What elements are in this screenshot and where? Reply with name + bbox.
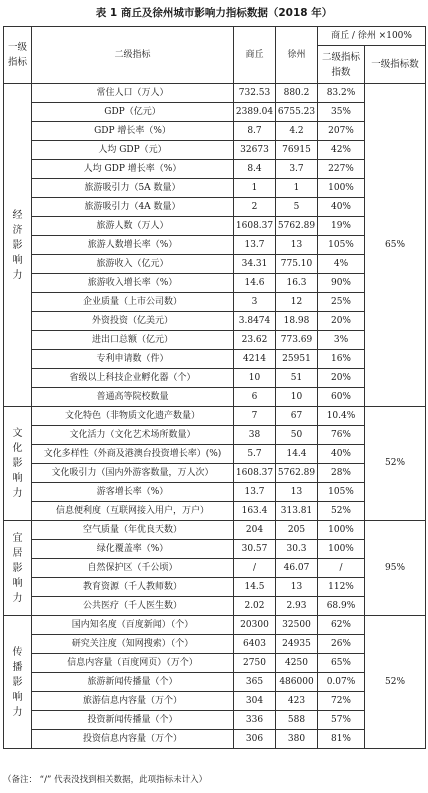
city-b-value: 24935 — [276, 635, 318, 654]
table-row — [4, 217, 426, 236]
city-b-value: 13 — [276, 483, 318, 502]
category-name: 经济影响力 — [4, 84, 32, 407]
ratio-value: 26% — [318, 635, 365, 654]
city-b-value: 76915 — [276, 141, 318, 160]
table-row — [4, 540, 426, 559]
table-row — [4, 331, 426, 350]
ratio-value: 3% — [318, 331, 365, 350]
indicator-cell: 文化特色（非物质文化遗产数量） — [32, 407, 234, 426]
city-a-value: 30.57 — [234, 540, 276, 559]
city-a-value: 3.8474 — [234, 312, 276, 331]
ratio-value: 16% — [318, 350, 365, 369]
city-b-value: 13 — [276, 578, 318, 597]
header-level1-index: 一级指标数 — [365, 46, 426, 84]
city-b-value: 14.4 — [276, 445, 318, 464]
table-caption: 表 1 商丘及徐州城市影响力指标数据（2018 年） — [95, 7, 333, 19]
ratio-value: 105% — [318, 483, 365, 502]
city-a-value: 204 — [234, 521, 276, 540]
city-a-value: 336 — [234, 711, 276, 730]
ratio-value: 105% — [318, 236, 365, 255]
city-b-value: 5 — [276, 198, 318, 217]
category-name: 文化影响力 — [4, 407, 32, 521]
indicator-cell: 人均 GDP（元） — [32, 141, 234, 160]
city-b-value: 423 — [276, 692, 318, 711]
table-row — [4, 84, 426, 103]
ratio-value: 57% — [318, 711, 365, 730]
indicator-cell: 旅游吸引力（5A 数量） — [32, 179, 234, 198]
city-a-value: 5.7 — [234, 445, 276, 464]
table-row — [4, 578, 426, 597]
ratio-value: 19% — [318, 217, 365, 236]
header-city-b: 徐州 — [276, 27, 318, 84]
table-row — [4, 160, 426, 179]
table-row — [4, 711, 426, 730]
city-a-value: 6 — [234, 388, 276, 407]
ratio-value: 90% — [318, 274, 365, 293]
city-b-value: 67 — [276, 407, 318, 426]
indicator-cell: GDP 增长率（%） — [32, 122, 234, 141]
table-row — [4, 179, 426, 198]
table-row — [4, 654, 426, 673]
city-a-value: 304 — [234, 692, 276, 711]
ratio-value: 40% — [318, 198, 365, 217]
table-row — [4, 103, 426, 122]
ratio-value: 72% — [318, 692, 365, 711]
city-b-value: 32500 — [276, 616, 318, 635]
table-row — [4, 122, 426, 141]
indicator-cell: 外资投资（亿美元） — [32, 312, 234, 331]
ratio-value: 0.07% — [318, 673, 365, 692]
city-b-value: 588 — [276, 711, 318, 730]
city-b-value: 4250 — [276, 654, 318, 673]
city-a-value: 14.6 — [234, 274, 276, 293]
table-row — [4, 502, 426, 521]
table-row — [4, 730, 426, 749]
indicator-cell: 游客增长率（%） — [32, 483, 234, 502]
city-b-value: 18.98 — [276, 312, 318, 331]
ratio-value: 10.4% — [318, 407, 365, 426]
table-row — [4, 635, 426, 654]
header-level1: 一级指标 — [4, 27, 32, 84]
city-a-value: 13.7 — [234, 236, 276, 255]
ratio-value: 60% — [318, 388, 365, 407]
city-a-value: 2.02 — [234, 597, 276, 616]
header-level2-index: 二级指标指数 — [318, 46, 365, 84]
ratio-value: 62% — [318, 616, 365, 635]
category-name: 传播影响力 — [4, 616, 32, 749]
table-row — [4, 521, 426, 540]
indicator-cell: 信息便利度（互联网接入用户，万户） — [32, 502, 234, 521]
indicator-cell: 研究关注度（知网搜索）（个） — [32, 635, 234, 654]
ratio-value: 100% — [318, 521, 365, 540]
category-index: 52% — [365, 616, 426, 749]
city-b-value: 50 — [276, 426, 318, 445]
indicator-cell: 空气质量（年优良天数） — [32, 521, 234, 540]
indicator-cell: 专利申请数（件） — [32, 350, 234, 369]
indicator-cell: 企业质量（上市公司数） — [32, 293, 234, 312]
table-row — [4, 141, 426, 160]
table-row — [4, 464, 426, 483]
city-a-value: 20300 — [234, 616, 276, 635]
indicator-cell: 文化多样性（外商及港澳台投资增长率）(%) — [32, 445, 234, 464]
city-a-value: 1608.37 — [234, 464, 276, 483]
ratio-value: 81% — [318, 730, 365, 749]
city-b-value: 313.81 — [276, 502, 318, 521]
indicator-cell: GDP（亿元） — [32, 103, 234, 122]
city-a-value: 13.7 — [234, 483, 276, 502]
city-a-value: 34.31 — [234, 255, 276, 274]
header-ratio-group: 商丘 / 徐州 ×100% — [318, 27, 426, 46]
city-b-value: 13 — [276, 236, 318, 255]
city-a-value: 14.5 — [234, 578, 276, 597]
ratio-value: 20% — [318, 312, 365, 331]
indicator-cell: 旅游收入（亿元） — [32, 255, 234, 274]
indicator-cell: 教育资源（千人教师数） — [32, 578, 234, 597]
city-a-value: 2 — [234, 198, 276, 217]
table-row — [4, 559, 426, 578]
category-index: 95% — [365, 521, 426, 616]
indicator-cell: 文化活力（文化艺术场所数量） — [32, 426, 234, 445]
city-a-value: 7 — [234, 407, 276, 426]
city-b-value: 10 — [276, 388, 318, 407]
city-a-value: 3 — [234, 293, 276, 312]
city-a-value: 732.53 — [234, 84, 276, 103]
indicator-cell: 旅游收入增长率（%） — [32, 274, 234, 293]
city-b-value: 3.7 — [276, 160, 318, 179]
table-row — [4, 388, 426, 407]
ratio-value: 227% — [318, 160, 365, 179]
ratio-value: 20% — [318, 369, 365, 388]
ratio-value: 42% — [318, 141, 365, 160]
city-a-value: 8.7 — [234, 122, 276, 141]
indicator-cell: 国内知名度（百度新闻）（个） — [32, 616, 234, 635]
city-b-value: 4.2 — [276, 122, 318, 141]
ratio-value: 100% — [318, 179, 365, 198]
ratio-value: 100% — [318, 540, 365, 559]
table-note: （备注： “/” 代表没找到相关数据，此项指标未计入） — [3, 775, 208, 785]
city-a-value: 32673 — [234, 141, 276, 160]
city-a-value: 2750 — [234, 654, 276, 673]
indicator-cell: 旅游信息内容量（万个） — [32, 692, 234, 711]
indicator-cell: 常住人口（万人） — [32, 84, 234, 103]
category-index: 52% — [365, 407, 426, 521]
table-body — [4, 84, 426, 749]
city-a-value: 1 — [234, 179, 276, 198]
indicator-cell: 普通高等院校数量 — [32, 388, 234, 407]
indicator-cell: 自然保护区（千公顷） — [32, 559, 234, 578]
ratio-value: 76% — [318, 426, 365, 445]
city-a-value: 365 — [234, 673, 276, 692]
table-row — [4, 369, 426, 388]
city-a-value: 6403 — [234, 635, 276, 654]
indicator-cell: 旅游人数增长率（%） — [32, 236, 234, 255]
category-index: 65% — [365, 84, 426, 407]
ratio-value: 207% — [318, 122, 365, 141]
table-row — [4, 483, 426, 502]
ratio-value: 35% — [318, 103, 365, 122]
indicator-cell: 投资信息内容量（万个） — [32, 730, 234, 749]
city-b-value: 486000 — [276, 673, 318, 692]
table-row — [4, 426, 426, 445]
city-b-value: 12 — [276, 293, 318, 312]
ratio-value: 4% — [318, 255, 365, 274]
city-a-value: 2389.04 — [234, 103, 276, 122]
table-row — [4, 198, 426, 217]
ratio-value: 65% — [318, 654, 365, 673]
city-b-value: 773.69 — [276, 331, 318, 350]
indicator-cell: 文化吸引力（国内外游客数量，万人次） — [32, 464, 234, 483]
ratio-value: 40% — [318, 445, 365, 464]
ratio-value: 68.9% — [318, 597, 365, 616]
city-a-value: 8.4 — [234, 160, 276, 179]
city-a-value: / — [234, 559, 276, 578]
indicator-cell: 信息内容量（百度网页）（万个） — [32, 654, 234, 673]
table-row — [4, 255, 426, 274]
city-b-value: 5762.89 — [276, 217, 318, 236]
city-b-value: 2.93 — [276, 597, 318, 616]
indicator-cell: 投资新闻传播量（个） — [32, 711, 234, 730]
city-a-value: 10 — [234, 369, 276, 388]
ratio-value: / — [318, 559, 365, 578]
header-city-a: 商丘 — [234, 27, 276, 84]
table-row — [4, 350, 426, 369]
indicator-cell: 旅游新闻传播量（个） — [32, 673, 234, 692]
city-a-value: 163.4 — [234, 502, 276, 521]
indicator-cell: 进出口总额（亿元） — [32, 331, 234, 350]
city-b-value: 880.2 — [276, 84, 318, 103]
header-level2: 二级指标 — [32, 27, 234, 84]
indicator-cell: 绿化覆盖率（%） — [32, 540, 234, 559]
indicator-cell: 公共医疗（千人医生数） — [32, 597, 234, 616]
table-row — [4, 274, 426, 293]
table-row — [4, 293, 426, 312]
table-row — [4, 407, 426, 426]
indicator-cell: 旅游吸引力（4A 数量） — [32, 198, 234, 217]
city-b-value: 380 — [276, 730, 318, 749]
city-a-value: 306 — [234, 730, 276, 749]
city-a-value: 23.62 — [234, 331, 276, 350]
ratio-value: 112% — [318, 578, 365, 597]
table-row — [4, 597, 426, 616]
ratio-value: 28% — [318, 464, 365, 483]
ratio-value: 52% — [318, 502, 365, 521]
table-row — [4, 236, 426, 255]
city-b-value: 16.3 — [276, 274, 318, 293]
table-row — [4, 445, 426, 464]
indicator-cell: 省级以上科技企业孵化器（个） — [32, 369, 234, 388]
city-b-value: 775.10 — [276, 255, 318, 274]
ratio-value: 83.2% — [318, 84, 365, 103]
ratio-value: 25% — [318, 293, 365, 312]
city-b-value: 6755.23 — [276, 103, 318, 122]
city-b-value: 5762.89 — [276, 464, 318, 483]
table-row — [4, 616, 426, 635]
indicator-cell: 旅游人数（万人） — [32, 217, 234, 236]
table-row — [4, 312, 426, 331]
city-b-value: 46.07 — [276, 559, 318, 578]
table-row — [4, 692, 426, 711]
table-row — [4, 673, 426, 692]
city-a-value: 1608.37 — [234, 217, 276, 236]
city-b-value: 30.3 — [276, 540, 318, 559]
indicator-table — [3, 26, 426, 749]
city-a-value: 38 — [234, 426, 276, 445]
city-a-value: 4214 — [234, 350, 276, 369]
city-b-value: 205 — [276, 521, 318, 540]
header-row — [4, 27, 426, 46]
category-name: 宜居影响力 — [4, 521, 32, 616]
city-b-value: 1 — [276, 179, 318, 198]
city-b-value: 25951 — [276, 350, 318, 369]
indicator-cell: 人均 GDP 增长率（%） — [32, 160, 234, 179]
city-b-value: 51 — [276, 369, 318, 388]
